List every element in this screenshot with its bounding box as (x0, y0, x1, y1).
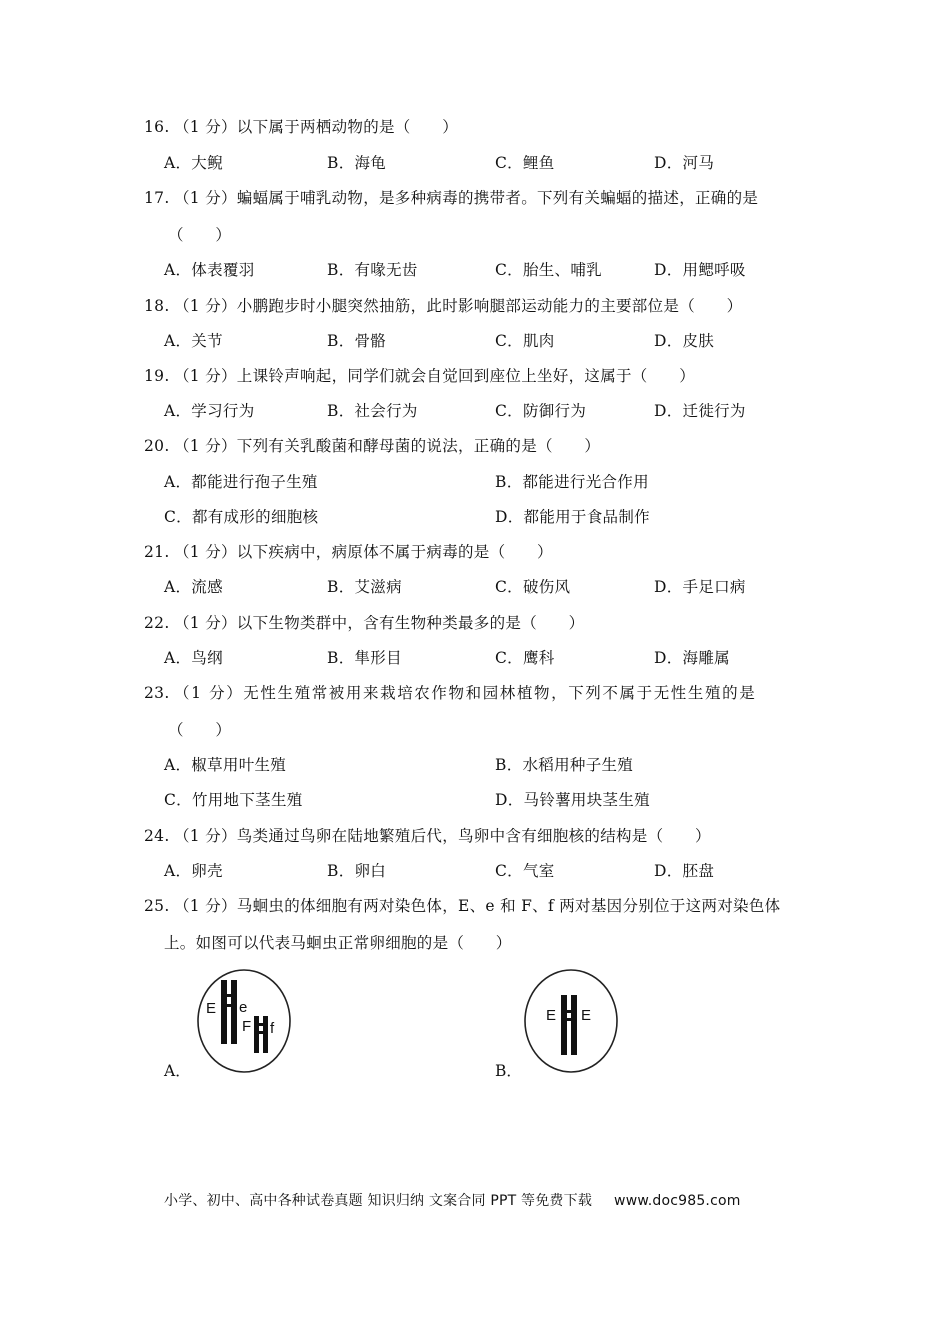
question-stem: （1 分）以下属于两栖动物的是（ ） (174, 118, 458, 136)
chromosome (254, 1016, 259, 1053)
option-b: B．卵白 (327, 862, 387, 880)
option-d: D．马铃薯用块茎生殖 (495, 791, 650, 809)
gene-label: e (239, 999, 248, 1016)
question-19 (144, 365, 695, 387)
option-c: C．都有成形的细胞核 (164, 508, 319, 526)
page-footer (164, 1190, 741, 1212)
option-d: D．河马 (654, 154, 715, 172)
chromosome (561, 995, 567, 1055)
option-d: D．手足口病 (654, 578, 746, 596)
option-b: B．海龟 (327, 154, 387, 172)
option-a: A．学习行为 (164, 402, 255, 420)
option-b: B．隼形目 (327, 649, 402, 667)
option-d: D．皮肤 (654, 332, 715, 350)
options-24 (164, 860, 824, 882)
question-number: 24. (144, 827, 170, 845)
option-c: C．气室 (495, 862, 555, 880)
gene-label: F (242, 1018, 252, 1035)
footer-text: 小学、初中、高中各种试卷真题 知识归纳 文案合同 PPT 等免费下载 (164, 1193, 593, 1209)
chromosome (263, 1016, 268, 1053)
question-stem-continued: （ ） (168, 721, 232, 739)
cell-diagram-a (196, 968, 292, 1074)
question-number: 17. (144, 189, 170, 207)
question-stem: （1 分）以下疾病中，病原体不属于病毒的是（ ） (174, 543, 553, 561)
question-16 (144, 116, 458, 138)
options-20-row1 (164, 471, 824, 493)
option-c: C．肌肉 (495, 332, 555, 350)
options-19 (164, 400, 824, 422)
question-stem: （1 分）小鹏跑步时小腿突然抽筋，此时影响腿部运动能力的主要部位是（ ） (174, 297, 743, 315)
cell-diagram-b (523, 968, 619, 1074)
options-21 (164, 576, 824, 598)
question-number: 22. (144, 614, 170, 632)
option-a: A．卵壳 (164, 862, 223, 880)
gene-label: f (270, 1020, 275, 1037)
options-17 (164, 259, 824, 281)
option-d: D．胚盘 (654, 862, 715, 880)
question-stem-continued: （ ） (168, 226, 232, 244)
chromosome (221, 980, 227, 1044)
option-c: C．竹用地下茎生殖 (164, 791, 303, 809)
question-stem: （1 分）以下生物类群中，含有生物种类最多的是（ ） (174, 614, 585, 632)
question-stem: （1 分）蝙蝠属于哺乳动物，是多种病毒的携带者。下列有关蝙蝠的描述，正确的是 (174, 189, 759, 207)
options-18 (164, 330, 824, 352)
option-d: D．用鳃呼吸 (654, 261, 746, 279)
question-21 (144, 541, 553, 563)
gene-label: E (581, 1007, 592, 1024)
option-c: C．鲤鱼 (495, 154, 555, 172)
question-stem: （1 分）无性生殖常被用来栽培农作物和园林植物，下列不属于无性生殖的是 (174, 684, 757, 702)
question-stem: （1 分）上课铃声响起，同学们就会自觉回到座位上坐好，这属于（ ） (174, 367, 695, 385)
question-number: 25. (144, 897, 170, 915)
question-number: 16. (144, 118, 170, 136)
question-22 (144, 612, 584, 634)
option-d: D．都能用于食品制作 (495, 508, 650, 526)
question-stem: （1 分）马蛔虫的体细胞有两对染色体，E、e 和 F、f 两对基因分别位于这两对染色体 (174, 897, 781, 915)
option-a: A．都能进行孢子生殖 (164, 473, 318, 491)
chromosome (571, 995, 577, 1055)
question-number: 19. (144, 367, 170, 385)
question-number: 23. (144, 684, 170, 702)
option-c: C．鹰科 (495, 649, 555, 667)
question-17 (144, 187, 758, 209)
option-c: C．胎生、哺乳 (495, 261, 602, 279)
question-20 (144, 435, 600, 457)
gene-label: E (206, 1000, 217, 1017)
question-stem-continued: 上。如图可以代表马蛔虫正常卵细胞的是（ ） (164, 934, 512, 952)
option-a: A．体表覆羽 (164, 261, 255, 279)
option-c: C．防御行为 (495, 402, 587, 420)
option-d: D．海雕属 (654, 649, 730, 667)
option-b: B．水稻用种子生殖 (495, 756, 634, 774)
options-20-row2 (164, 506, 824, 528)
chromosome (231, 980, 237, 1044)
question-stem: （1 分）鸟类通过鸟卵在陆地繁殖后代，鸟卵中含有细胞核的结构是（ ） (174, 827, 711, 845)
option-a: A．椒草用叶生殖 (164, 756, 287, 774)
gene-label: E (546, 1007, 557, 1024)
question-number: 18. (144, 297, 170, 315)
option-a: A．关节 (164, 332, 223, 350)
option-b: B． (495, 1062, 522, 1080)
options-16 (164, 152, 824, 174)
option-a: A． (164, 1062, 191, 1080)
option-a: A．鸟纲 (164, 649, 223, 667)
option-a: A．流感 (164, 578, 223, 596)
option-b: B．有喙无齿 (327, 261, 418, 279)
question-23 (144, 682, 756, 704)
question-stem: （1 分）下列有关乳酸菌和酵母菌的说法，正确的是（ ） (174, 437, 601, 455)
options-22 (164, 647, 824, 669)
question-25 (144, 895, 780, 917)
option-c: C．破伤风 (495, 578, 571, 596)
option-b: B．骨骼 (327, 332, 387, 350)
question-number: 21. (144, 543, 170, 561)
options-23-row2 (164, 789, 824, 811)
option-a: A．大鲵 (164, 154, 223, 172)
question-18 (144, 295, 742, 317)
question-24 (144, 825, 711, 847)
option-d: D．迁徙行为 (654, 402, 746, 420)
question-number: 20. (144, 437, 170, 455)
option-b: B．社会行为 (327, 402, 418, 420)
option-b: B．艾滋病 (327, 578, 402, 596)
options-23-row1 (164, 754, 824, 776)
option-b: B．都能进行光合作用 (495, 473, 649, 491)
footer-site-link[interactable]: www.doc985.com (614, 1193, 741, 1209)
